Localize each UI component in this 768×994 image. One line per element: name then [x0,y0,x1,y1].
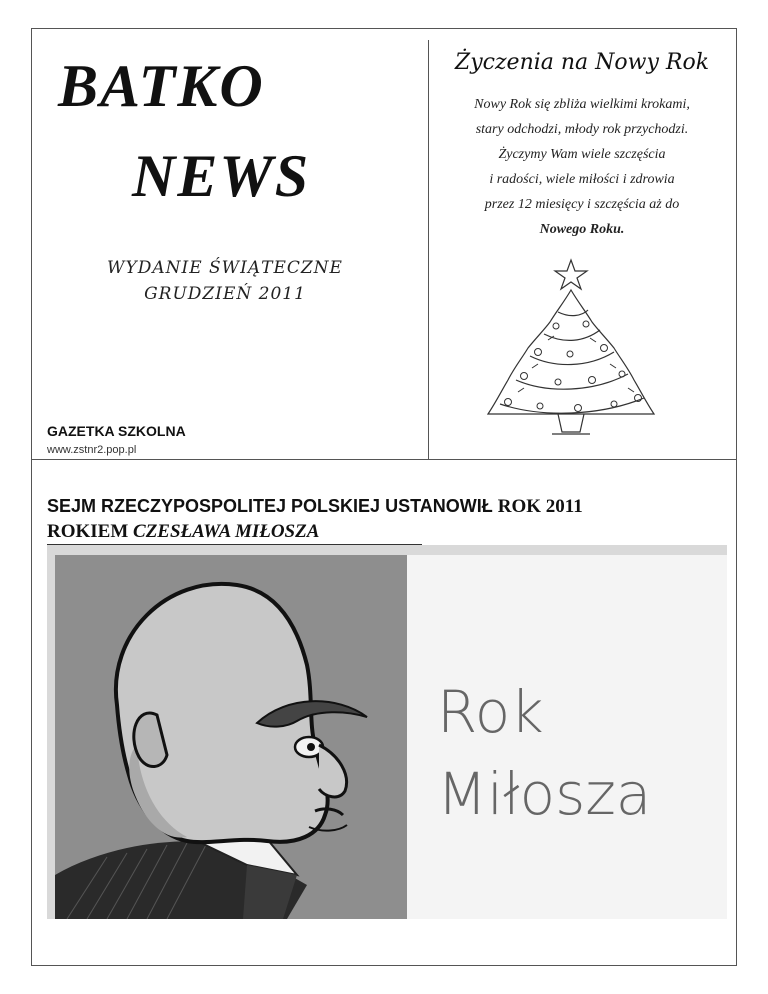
wishes-title: Życzenia na Nowy Rok [454,50,710,75]
newspaper-title-line-1: BATKO [58,53,265,119]
wishes-line: stary odchodzi, młody rok przychodzi. [475,122,689,137]
wishes-line: i radości, wiele miłości i zdrowia [489,172,675,187]
website-link[interactable]: www.zstnr2.pop.pl [47,444,137,456]
wishes-line-bold: Nowego Roku. [539,222,625,237]
headline-part-1: SEJM RZECZYPOSPOLITEJ POLSKIEJ USTANOWIŁ [47,496,493,516]
headline-part-4: CZESŁAWA MIŁOSZA [133,521,320,542]
article-headline-line-2 [47,521,319,543]
headline-part-3: ROKIEM [47,521,129,542]
image-caption-milosza: Miłosza [437,760,652,828]
edition-date: GRUDZIEŃ 2011 [144,284,306,304]
image-caption-rok: Rok [437,678,544,746]
wishes-text [436,92,728,242]
newspaper-title-line-2: NEWS [132,143,311,209]
wishes-line: przez 12 miesięcy i szczęścia aż do [484,197,680,212]
column-divider [428,40,429,460]
edition-label: WYDANIE ŚWIĄTECZNE [107,258,343,278]
wishes-line: Życzymy Wam wiele szczęścia [498,147,666,162]
wishes-line: Nowy Rok się zbliża wielkimi krokami, [474,97,690,112]
headline-part-2: ROK 2011 [497,496,583,517]
christmas-tree-icon [478,256,664,440]
milosz-caricature-image [47,545,727,919]
article-headline-line-1 [47,496,583,518]
school-newspaper-label: GAZETKA SZKOLNA [47,423,186,439]
